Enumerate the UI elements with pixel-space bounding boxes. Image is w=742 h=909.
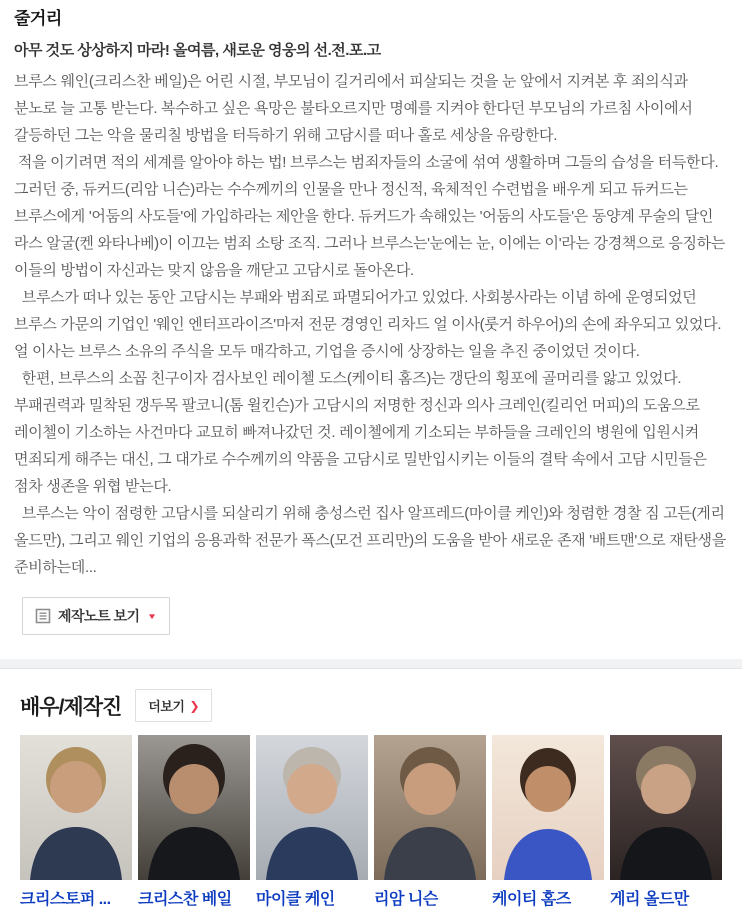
cast-list (20, 735, 730, 909)
actor-name-link[interactable]: 크리스토퍼 ... (20, 891, 111, 908)
cast-header (20, 689, 730, 722)
synopsis-tagline: 아무 것도 상상하지 마라! 올여름, 새로운 영웅의 선.전.포.고 (14, 42, 381, 59)
cast-card (20, 735, 132, 909)
cast-title: 배우/제작진 (20, 695, 122, 719)
cast-card (610, 735, 722, 909)
synopsis-paragraph: 브루스는 악이 점령한 고담시를 되살리기 위해 충성스런 집사 알프레드(마이클 케인)와 청렴한 경찰 짐 고든(게리 올드만), 그리고 웨인 기업의 응용과학 전문가 폭스(모건 프리만)의 도움을 받아 새로운 존재 '배트맨'으로 재탄생을 준비하는데... (14, 505, 730, 576)
actor-photo[interactable] (374, 735, 486, 880)
actor-name-link[interactable]: 게리 올드만 (610, 891, 689, 908)
production-note-label: 제작노트 보기 (58, 608, 140, 624)
caret-down-icon: ▼ (146, 611, 157, 621)
synopsis-title: 줄거리 (14, 9, 62, 28)
synopsis-paragraph: 브루스 웨인(크리스찬 베일)은 어린 시절, 부모님이 길거리에서 피살되는 것을 눈 앞에서 지켜본 후 죄의식과 분노로 늘 고통 받는다. 복수하고 싶은 욕망은 불타오르지만 명예를 지켜야 한다던 부모님의 가르침 사이에서 갈등하던 그는 악을 물리칠 방법을 터득하기 위해 고담시를 떠나 홀로 세상을 유랑한다. (14, 73, 697, 144)
more-button-label: 더보기 (148, 699, 185, 714)
actor-name-link[interactable]: 마이클 케인 (256, 891, 335, 908)
production-note-button[interactable] (22, 597, 170, 635)
cast-card (256, 735, 368, 909)
cast-card (492, 735, 604, 909)
synopsis-body (14, 68, 728, 581)
actor-photo[interactable] (492, 735, 604, 880)
document-icon (35, 608, 51, 624)
synopsis-paragraph: 적을 이기려면 적의 세계를 알아야 하는 법! 브루스는 범죄자들의 소굴에 섞여 생활하며 그들의 습성을 터득한다. 그러던 중, 듀커드(리암 니슨)라는 수수께끼의 인물을 만나 정신적, 육체적인 수련법을 배우게 되고 듀커드는 브루스에게 '어둠의 사도들'에 가입하라는 제안을 한다. 듀커드가 속해있는 '어둠의 사도들'은 동양계 무술의 달인 라스 알굴(켄 와타나베)이 이끄는 범죄 소탕 조직. 그러나 브루스는'눈에는 눈, 이에는 이'라는 강경책으로 응징하는 이들의 방법이 자신과는 맞지 않음을 깨닫고 고담시로 돌아온다. (14, 154, 729, 279)
actor-name-link[interactable]: 케이티 홈즈 (492, 891, 571, 908)
actor-photo[interactable] (138, 735, 250, 880)
actor-name-link[interactable]: 리암 니슨 (374, 891, 438, 908)
actor-photo[interactable] (20, 735, 132, 880)
cast-section (0, 669, 742, 909)
cast-card (138, 735, 250, 909)
chevron-right-icon: ❯ (189, 698, 200, 713)
synopsis-paragraph: 한편, 브루스의 소꼽 친구이자 검사보인 레이첼 도스(케이티 홈즈)는 갱단의 횡포에 골머리를 앓고 있었다. 부패권력과 밀착된 갱두목 팔코니(톰 윌킨슨)가 고담시의 저명한 정신과 의사 크레인(킬리언 머피)의 도움으로 레이첼이 기소하는 사건마다 교묘히 빠져나갔던 것. 레이첼에게 기소되는 부하들을 크레인의 병원에 입원시켜 면죄되게 해주는 대신, 그 대가로 수수께끼의 약품을 고담시로 밀반입시키는 이들의 결탁 속에서 고담 시민들은 점차 생존을 위협 받는다. (14, 370, 711, 495)
more-button[interactable] (135, 689, 212, 722)
cast-card (374, 735, 486, 909)
section-divider (0, 659, 742, 669)
actor-photo[interactable] (610, 735, 722, 880)
actor-photo[interactable] (256, 735, 368, 880)
actor-name-link[interactable]: 크리스찬 베일 (138, 891, 232, 908)
synopsis-paragraph: 브루스가 떠나 있는 동안 고담시는 부패와 범죄로 파멸되어가고 있었다. 사회봉사라는 이념 하에 운영되었던 브루스 가문의 기업인 '웨인 엔터프라이즈'마저 전문 경영인 리차드 얼 이사(룻거 하우어)의 손에 좌우되고 있었다. 얼 이사는 브루스 소유의 주식을 모두 매각하고, 기업을 증시에 상장하는 일을 추진 중이었던 것이다. (14, 289, 726, 360)
